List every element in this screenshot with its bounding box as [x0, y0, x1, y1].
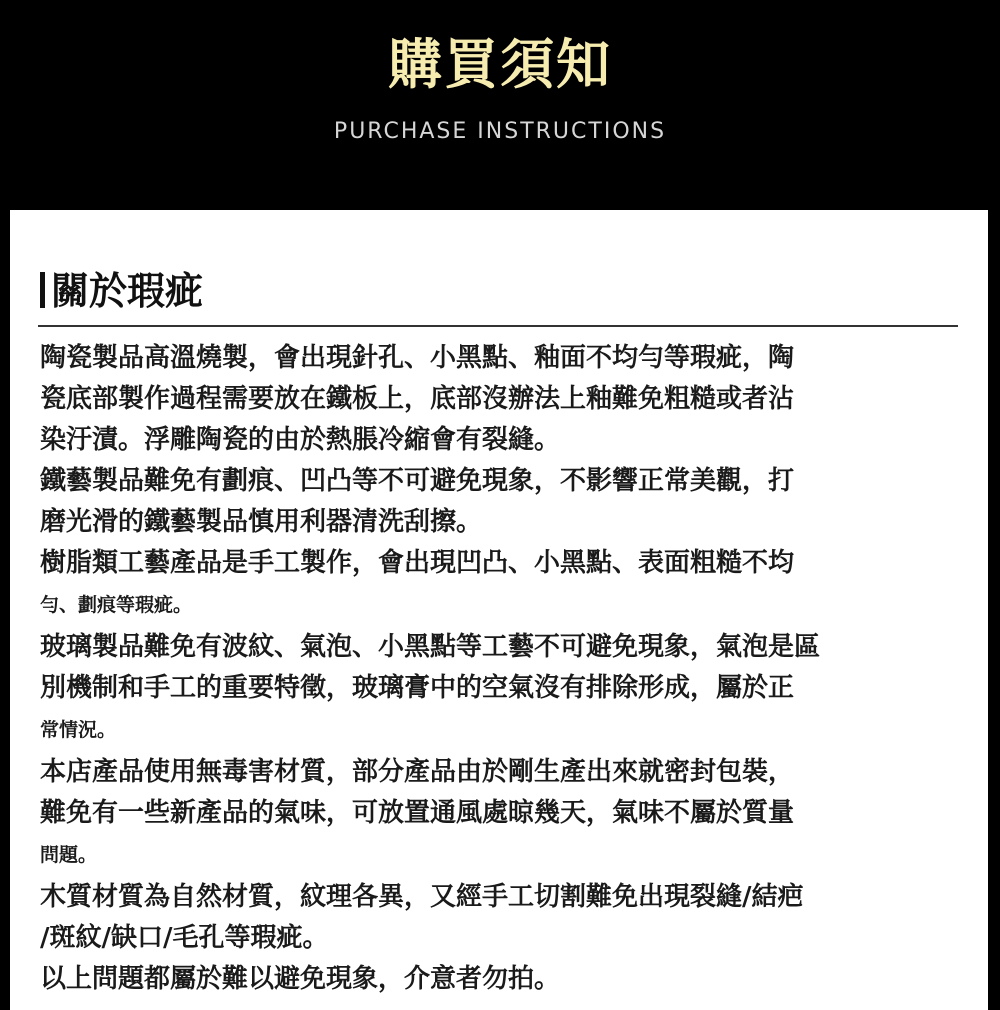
text-line: 以上問題都屬於難以避免現象，介意者勿拍。 [40, 964, 561, 994]
content-panel [10, 210, 988, 1010]
text-line: 木質材質為自然材質，紋理各異，又經手工切割難免出現裂縫/結疤 [40, 882, 804, 912]
text-line: 鐵藝製品難免有劃痕、凹凸等不可避免現象，不影響正常美觀，打 [40, 466, 795, 496]
instructions-text [40, 338, 940, 1000]
section-heading-text: 關於瑕疵 [51, 269, 204, 313]
text-line: 勻、劃痕等瑕疵。 [40, 594, 193, 616]
page-title: 購買須知 [388, 33, 612, 96]
text-line: 染汙漬。浮雕陶瓷的由於熱脹冷縮會有裂縫。 [40, 425, 561, 455]
text-line: 瓷底部製作過程需要放在鐵板上，底部沒辦法上釉難免粗糙或者沾 [40, 384, 795, 414]
text-line: /斑紋/缺口/毛孔等瑕疵。 [40, 923, 329, 953]
text-line: 本店產品使用無毒害材質，部分產品由於剛生產出來就密封包裝， [40, 757, 795, 787]
divider [38, 325, 958, 327]
page-subtitle: PURCHASE INSTRUCTIONS [333, 119, 667, 144]
text-line: 玻璃製品難免有波紋、氣泡、小黑點等工藝不可避免現象，氣泡是區 [40, 632, 821, 662]
text-line: 問題。 [40, 844, 98, 866]
text-line: 常情況。 [40, 719, 117, 741]
heading-bar-icon [40, 272, 45, 308]
section-heading [40, 266, 203, 316]
text-line: 陶瓷製品高溫燒製，會出現針孔、小黑點、釉面不均勻等瑕疵，陶 [40, 343, 795, 373]
header-banner [0, 0, 1000, 210]
text-line: 別機制和手工的重要特徵，玻璃膏中的空氣沒有排除形成，屬於正 [40, 673, 795, 703]
text-line: 樹脂類工藝產品是手工製作，會出現凹凸、小黑點、表面粗糙不均 [40, 548, 795, 578]
text-line: 難免有一些新產品的氣味，可放置通風處晾幾天，氣味不屬於質量 [40, 798, 795, 828]
text-line: 磨光滑的鐵藝製品慎用利器清洗刮擦。 [40, 507, 483, 537]
